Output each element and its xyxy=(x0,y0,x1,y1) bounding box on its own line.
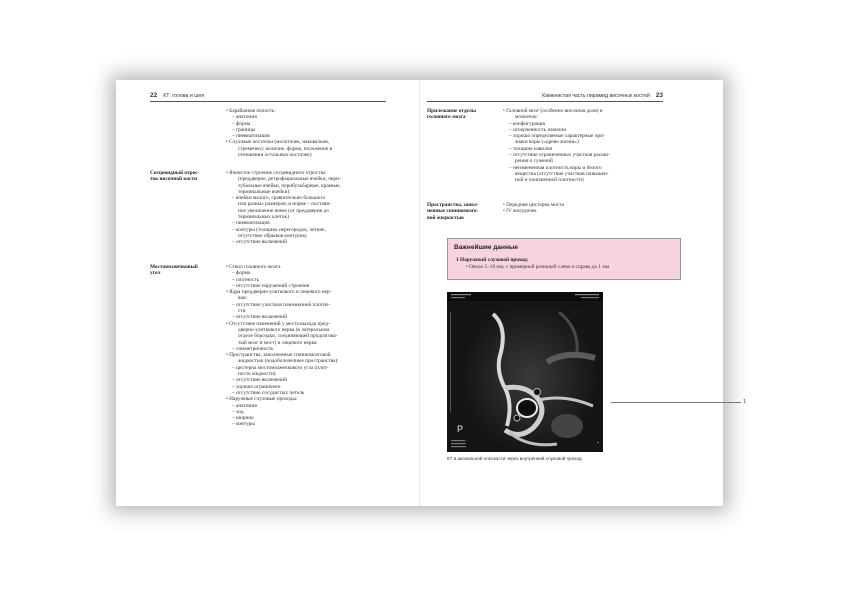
bullet-item: • Барабанная полость: xyxy=(226,108,276,114)
right-page xyxy=(421,80,746,506)
row-label-line: вой жидкостью xyxy=(427,214,464,221)
key-data-title: Важнейшие данные xyxy=(454,244,519,251)
bullet-item: • Головной мозг (особенно височная доля) и xyxy=(503,108,603,114)
continuation-line: сти xyxy=(238,308,246,315)
dash-item: – контуры (толщина перегородок, четкие, xyxy=(232,226,326,233)
continuation-line: рения и сужений xyxy=(515,158,553,165)
ct-scan-drawing xyxy=(447,292,603,452)
dash-item: – конфигурация xyxy=(509,120,545,127)
dash-item: – неизмененная плотность коры и белого xyxy=(509,164,602,171)
dash-item: – границы xyxy=(232,126,256,133)
continuation-line: (преддверие, ретрофациальные ячейки, пери- xyxy=(238,176,341,183)
dash-item: – исчерченность извилин xyxy=(509,126,567,133)
dash-item: – контуры xyxy=(232,421,255,428)
continuation-line: тый мозг и мост) и лицевого нерва: xyxy=(238,339,318,346)
dash-item: – хорошо определяемые характерные при- xyxy=(509,133,605,140)
row-label-line: угол xyxy=(150,270,161,277)
bullet-item: • Пространства, заполненные спинномозговой xyxy=(226,352,331,359)
continuation-line: ной и пониженной плотности) xyxy=(515,177,584,184)
key-data-subitem: • Около 5–10 мм, с примерной разницей слева и справа до 1 мм xyxy=(466,264,610,270)
dash-item: – толщина извилин xyxy=(509,145,553,152)
continuation-line: отделе бороздки, соединяющей продолгова- xyxy=(238,333,338,340)
bullet-item: • IV желудочек xyxy=(503,208,537,215)
book-spread xyxy=(116,80,746,506)
dash-item: – ширина xyxy=(232,415,254,422)
row-label xyxy=(150,264,222,277)
row-content xyxy=(226,264,339,428)
row-label-line: Прилежание отделы xyxy=(427,108,476,114)
dash-item: – отсутствие нарушений строения xyxy=(232,282,310,289)
continuation-line: ное увеличение ячеек (от преддверия до xyxy=(238,207,329,214)
key-data-box xyxy=(447,238,681,280)
row-content xyxy=(503,108,610,184)
dash-item: – отсутствие сосудистых петель xyxy=(232,389,305,396)
row-content xyxy=(226,170,341,246)
row-label-line: ток височной кости xyxy=(150,176,198,183)
left-page-number: 22 xyxy=(150,92,158,99)
dash-item: – анатомия xyxy=(232,114,257,121)
dash-item: – отсутствие включений xyxy=(232,239,287,246)
continuation-line: жидкостью (подоболочечные пространства): xyxy=(238,358,339,365)
continuation-line: дверно-улиткового нерва (в латеральном xyxy=(238,326,330,333)
dash-item: – ячейки малого, сравнительно большого xyxy=(232,195,326,202)
dash-item: – плотность xyxy=(232,276,260,283)
continuation-line: или разных размеров; в норме – постоян- xyxy=(238,201,332,208)
dash-item: – анатомия xyxy=(232,402,257,409)
bullet-item: • Передняя цистерна моста xyxy=(503,202,565,208)
dash-item: – ход xyxy=(232,408,244,415)
row-content xyxy=(503,202,564,215)
row-label-line: Пространства, запол- xyxy=(427,202,479,208)
row-content xyxy=(226,108,332,158)
ct-callout-number: 1 xyxy=(743,399,746,405)
dash-item: – форма xyxy=(232,270,251,277)
continuation-line: вов: xyxy=(238,295,248,302)
row-label-line: Сосцевидный отрос- xyxy=(150,170,200,176)
dash-item: – пневматизация xyxy=(232,133,270,140)
continuation-line: отношении остальных косточек) xyxy=(238,152,312,159)
dash-item: – цистерна мостомозжечкового угла (плот- xyxy=(232,364,329,371)
continuation-line: тубальные ячейки, перибульбарные, краевые, xyxy=(238,182,341,189)
dash-item: – форма xyxy=(232,120,251,127)
bullet-item: • Наружные слуховые проходы: xyxy=(226,396,298,403)
row-label-line: ненные спинномозго- xyxy=(427,208,479,215)
row-label xyxy=(150,170,222,183)
row-label xyxy=(427,202,501,221)
dash-item: – отсутствие включений xyxy=(232,377,287,384)
row-label-line: Мостомозжечковый xyxy=(150,264,198,270)
dash-item: – пневматизация xyxy=(232,220,270,227)
bullet-item: • Ядра преддверно-улиткового и лицевого нер- xyxy=(226,289,332,296)
ct-scan-image xyxy=(447,292,603,452)
bullet-item: • Отсутствие изменений у места выхода пред- xyxy=(226,320,330,327)
row-label-line: головного мозга xyxy=(427,114,466,121)
row-label xyxy=(427,108,501,121)
continuation-line: стремечко): наличие, форма, положение в xyxy=(238,145,333,152)
left-running-header xyxy=(150,92,386,102)
continuation-line: вещества (отсутствие участков повышен- xyxy=(515,170,609,177)
dash-item: – хорошо ограничено xyxy=(232,383,281,390)
bullet-item: • Ячеистое строение сосцевидного отростка xyxy=(226,170,326,176)
left-header-title: КТ: голова и шея xyxy=(163,93,205,99)
ct-callout-line xyxy=(611,402,741,403)
continuation-line: знаки коры («древо жизни») xyxy=(515,139,579,146)
right-page-number: 23 xyxy=(655,92,663,99)
key-data-item: 1 Наружный слуховой проход: xyxy=(456,257,529,263)
right-header-title: Каменистая часть пирамид височных костей xyxy=(542,93,650,99)
continuation-line: отсутствие обрывов контуров) xyxy=(238,232,307,239)
bullet-item: • Ствол головного мозга xyxy=(226,264,281,270)
left-page xyxy=(116,80,419,506)
continuation-line: ность жидкости) xyxy=(238,371,276,378)
figure-caption: КТ в аксиальной плоскости через внутренний слуховой проход xyxy=(447,456,582,461)
dash-item: – отсутствие ограниченных участков расши- xyxy=(509,152,610,159)
dash-item: – симметричность xyxy=(232,345,274,352)
continuation-line: терминальных клеток) xyxy=(238,214,289,221)
right-running-header xyxy=(427,92,663,102)
continuation-line: терминальные ячейки): xyxy=(238,188,291,195)
bullet-item: • Слуховые косточки (молоточек, наковальня, xyxy=(226,139,329,146)
dash-item: – отсутствие участков пониженной плотно- xyxy=(232,301,331,308)
ct-orientation-letter: P xyxy=(457,424,464,434)
continuation-line: мозжечок: xyxy=(515,114,539,121)
dash-item: – отсутствие включений xyxy=(232,314,287,321)
